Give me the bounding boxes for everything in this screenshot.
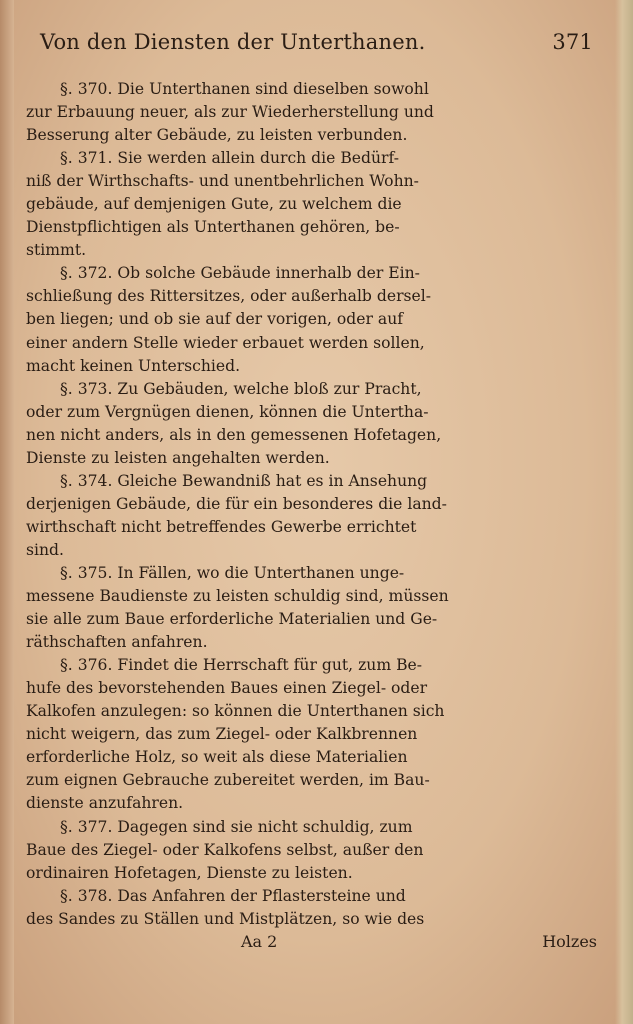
text-line: Baue des Ziegel- oder Kalkofens selbst, außer den — [26, 840, 424, 859]
text-line: Dienstpflichtigen als Unterthanen gehören, be- — [26, 218, 400, 237]
text-line: §. 371. Sie werden allein durch die Bedürf- — [60, 149, 399, 168]
paragraph — [26, 885, 607, 931]
text-line: zur Erbauung neuer, als zur Wiederherstellung und — [26, 103, 434, 122]
signature-mark: Aa 2 — [241, 932, 278, 951]
page-edge — [615, 0, 633, 1024]
text-line: einer andern Stelle wieder erbauet werden sollen, — [26, 333, 425, 352]
text-line: macht keinen Unterschied. — [26, 356, 241, 375]
page-header — [40, 30, 593, 54]
text-line: erforderliche Holz, so weit als diese Materialien — [26, 748, 408, 767]
text-line: sind. — [26, 540, 64, 559]
catchword: Holzes — [542, 932, 597, 951]
text-line: derjenigen Gebäude, die für ein besonderes die land- — [26, 494, 447, 513]
text-line: schließung des Rittersitzes, oder außerhalb dersel- — [26, 287, 432, 306]
text-line: §. 373. Zu Gebäuden, welche bloß zur Pracht, — [60, 379, 422, 398]
page-footer — [26, 932, 607, 956]
paragraph — [26, 147, 607, 262]
paragraph — [26, 562, 607, 654]
text-line: oder zum Vergnügen dienen, können die Untertha- — [26, 402, 429, 421]
text-line: des Sandes zu Ställen und Mistplätzen, so wie des — [26, 909, 425, 928]
text-line: §. 378. Das Anfahren der Pflastersteine und — [60, 886, 406, 905]
text-line: messene Baudienste zu leisten schuldig sind, müssen — [26, 587, 449, 606]
text-line: Dienste zu leisten angehalten werden. — [26, 448, 330, 467]
text-line: zum eignen Gebrauche zubereitet werden, im Bau- — [26, 771, 430, 790]
page-gutter-shadow — [0, 0, 14, 1024]
page-body — [26, 78, 607, 931]
paragraph — [26, 470, 607, 562]
text-line: §. 370. Die Unterthanen sind dieselben sowohl — [60, 80, 429, 98]
running-title: Von den Diensten der Unterthanen. — [40, 30, 426, 54]
paragraph — [26, 654, 607, 815]
text-line: §. 376. Findet die Herrschaft für gut, zum Be- — [60, 656, 423, 675]
text-line: gebäude, auf demjenigen Gute, zu welchem die — [26, 195, 402, 214]
text-line: §. 374. Gleiche Bewandniß hat es in Ansehung — [60, 471, 428, 490]
paragraph — [26, 262, 607, 377]
text-line: stimmt. — [26, 241, 87, 260]
text-line: räthschaften anfahren. — [26, 633, 208, 652]
paragraph — [26, 816, 607, 885]
text-line: niß der Wirthschafts- und unentbehrlichen Wohn- — [26, 172, 419, 191]
text-line: dienste anzufahren. — [26, 794, 184, 813]
text-line: ben liegen; und ob sie auf der vorigen, oder auf — [26, 310, 404, 329]
text-line: nen nicht anders, als in den gemessenen Hofetagen, — [26, 425, 442, 444]
paragraph — [26, 78, 607, 147]
text-line: wirthschaft nicht betreffendes Gewerbe errichtet — [26, 517, 417, 536]
text-line: sie alle zum Baue erforderliche Materialien und Ge- — [26, 610, 438, 629]
paragraph — [26, 378, 607, 470]
text-line: nicht weigern, das zum Ziegel- oder Kalkbrennen — [26, 725, 418, 744]
text-line: Kalkofen anzulegen: so können die Unterthanen sich — [26, 702, 445, 721]
page-number: 371 — [552, 30, 593, 54]
text-line: §. 372. Ob solche Gebäude innerhalb der Ein- — [60, 264, 420, 283]
text-line: hufe des bevorstehenden Baues einen Ziegel- oder — [26, 679, 428, 698]
text-line: §. 377. Dagegen sind sie nicht schuldig, zum — [60, 817, 413, 836]
text-line: §. 375. In Fällen, wo die Unterthanen unge- — [60, 563, 405, 582]
text-line: Besserung alter Gebäude, zu leisten verbunden. — [26, 126, 408, 145]
text-line: ordinairen Hofetagen, Dienste zu leisten. — [26, 863, 353, 882]
